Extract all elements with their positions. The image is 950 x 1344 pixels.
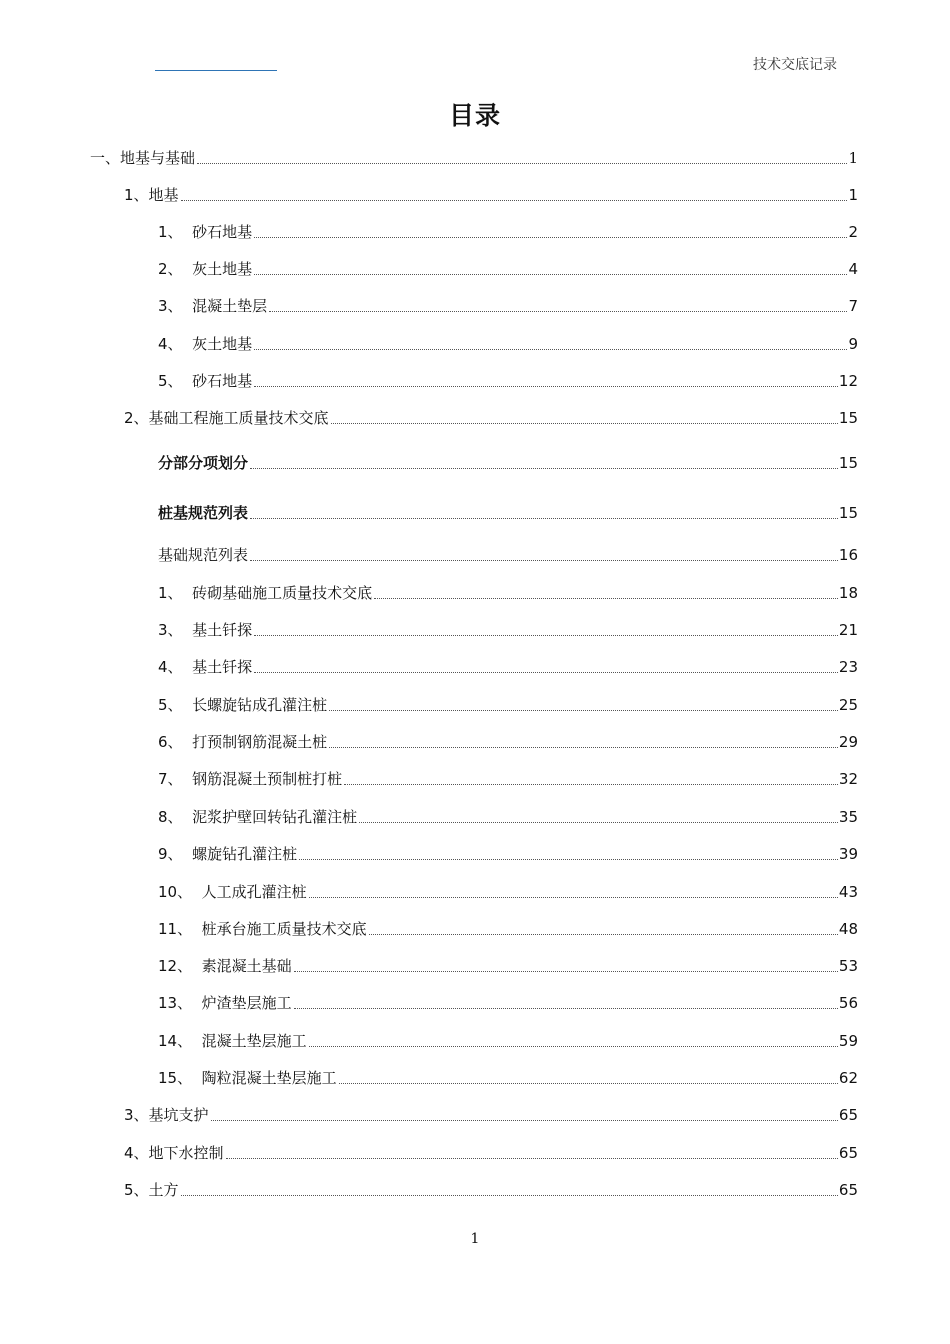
toc-entry-label: 5、 砂石地基 bbox=[158, 372, 253, 390]
toc-entry[interactable] bbox=[158, 220, 858, 242]
toc-entry-label: 1、 砂石地基 bbox=[158, 223, 253, 241]
toc-entry-page: 65 bbox=[838, 1181, 858, 1199]
toc-leader-dots bbox=[250, 560, 838, 561]
toc-entry-label: 7、 钢筋混凝土预制桩打桩 bbox=[158, 770, 343, 788]
toc-leader-dots bbox=[331, 423, 838, 424]
toc-entry-page: 18 bbox=[838, 584, 858, 602]
toc-entry[interactable] bbox=[158, 655, 858, 677]
toc-entry[interactable] bbox=[158, 1066, 858, 1088]
toc-entry-page: 21 bbox=[838, 621, 858, 639]
toc-entry[interactable] bbox=[124, 1178, 858, 1200]
toc-entry-label: 12、 素混凝土基础 bbox=[158, 957, 292, 975]
toc-leader-dots bbox=[254, 274, 847, 275]
toc-leader-dots bbox=[344, 784, 838, 785]
toc-entry-label: 分部分项划分 bbox=[158, 454, 249, 472]
toc-entry-page: 9 bbox=[848, 335, 858, 353]
toc-entry-page: 15 bbox=[838, 409, 858, 427]
toc-leader-dots bbox=[369, 934, 838, 935]
page-title: 目录 bbox=[448, 101, 501, 130]
toc-entry-label: 4、 基土钎探 bbox=[158, 658, 253, 676]
toc-entry-page: 29 bbox=[838, 733, 858, 751]
toc-entry-page: 7 bbox=[848, 297, 858, 315]
toc-entry[interactable] bbox=[158, 767, 858, 789]
toc-entry-page: 48 bbox=[838, 920, 858, 938]
toc-leader-dots bbox=[181, 200, 848, 201]
toc-leader-dots bbox=[254, 386, 838, 387]
toc-entry-label: 10、 人工成孔灌注桩 bbox=[158, 883, 307, 901]
toc-entry-page: 1 bbox=[848, 149, 858, 167]
toc-entry-page: 39 bbox=[838, 845, 858, 863]
toc-leader-dots bbox=[211, 1120, 838, 1121]
toc-entry-page: 35 bbox=[838, 808, 858, 826]
toc-entry-page: 59 bbox=[838, 1032, 858, 1050]
toc-leader-dots bbox=[269, 311, 847, 312]
toc-entry-page: 62 bbox=[838, 1069, 858, 1087]
toc-entry-label: 4、地下水控制 bbox=[124, 1144, 224, 1162]
toc-leader-dots bbox=[309, 1046, 838, 1047]
toc-entry[interactable] bbox=[158, 805, 858, 827]
toc-entry-page: 32 bbox=[838, 770, 858, 788]
toc-leader-dots bbox=[339, 1083, 838, 1084]
toc-entry[interactable] bbox=[124, 1141, 858, 1163]
toc-entry-page: 15 bbox=[838, 504, 858, 522]
toc-entry-page: 56 bbox=[838, 994, 858, 1012]
toc-entry[interactable] bbox=[158, 369, 858, 391]
toc-entry-label: 2、基础工程施工质量技术交底 bbox=[124, 409, 329, 427]
toc-entry-label: 13、 炉渣垫层施工 bbox=[158, 994, 292, 1012]
toc-leader-dots bbox=[309, 897, 838, 898]
toc-entry-label: 11、 桩承台施工质量技术交底 bbox=[158, 920, 367, 938]
toc-entry-page: 2 bbox=[848, 223, 858, 241]
header-title: 技术交底记录 bbox=[753, 57, 837, 73]
toc-entry-page: 1 bbox=[848, 186, 858, 204]
header-rule bbox=[155, 70, 277, 71]
toc-entry[interactable] bbox=[158, 917, 858, 939]
toc-entry[interactable] bbox=[158, 954, 858, 976]
page-number: 1 bbox=[470, 1231, 480, 1247]
toc-entry-label: 一、地基与基础 bbox=[90, 149, 196, 167]
toc-leader-dots bbox=[294, 1008, 838, 1009]
toc-entry-page: 15 bbox=[838, 454, 858, 472]
toc-leader-dots bbox=[374, 598, 838, 599]
toc-leader-dots bbox=[254, 237, 847, 238]
toc-leader-dots bbox=[250, 468, 838, 469]
toc-entry-page: 16 bbox=[838, 546, 858, 564]
toc-entry[interactable] bbox=[158, 991, 858, 1013]
toc-entry-page: 65 bbox=[838, 1106, 858, 1124]
toc-entry-label: 1、地基 bbox=[124, 186, 179, 204]
toc-entry-label: 3、基坑支护 bbox=[124, 1106, 209, 1124]
toc-entry-label: 2、 灰土地基 bbox=[158, 260, 253, 278]
toc-entry[interactable] bbox=[158, 294, 858, 316]
toc-entry[interactable] bbox=[158, 730, 858, 752]
toc-entry-page: 4 bbox=[848, 260, 858, 278]
toc-entry[interactable] bbox=[158, 581, 858, 603]
toc-entry-label: 5、土方 bbox=[124, 1181, 179, 1199]
toc-entry-page: 23 bbox=[838, 658, 858, 676]
toc-entry-page: 12 bbox=[838, 372, 858, 390]
toc-entry-page: 65 bbox=[838, 1144, 858, 1162]
toc-entry-page: 25 bbox=[838, 696, 858, 714]
toc-entry[interactable] bbox=[158, 451, 858, 473]
toc-entry-label: 1、 砖砌基础施工质量技术交底 bbox=[158, 584, 373, 602]
toc-entry-label: 15、 陶粒混凝土垫层施工 bbox=[158, 1069, 337, 1087]
toc-entry[interactable] bbox=[124, 183, 858, 205]
toc-leader-dots bbox=[226, 1158, 838, 1159]
toc-entry-label: 3、 基土钎探 bbox=[158, 621, 253, 639]
toc-entry[interactable] bbox=[158, 880, 858, 902]
toc-leader-dots bbox=[254, 349, 847, 350]
toc-leader-dots bbox=[250, 518, 838, 519]
toc-leader-dots bbox=[329, 747, 838, 748]
toc-entry[interactable] bbox=[158, 257, 858, 279]
toc-entry-label: 3、 混凝土垫层 bbox=[158, 297, 268, 315]
toc-entry[interactable] bbox=[158, 842, 858, 864]
toc-entry-label: 桩基规范列表 bbox=[158, 504, 249, 522]
toc-entry-label: 6、 打预制钢筋混凝土桩 bbox=[158, 733, 328, 751]
toc-entry-page: 43 bbox=[838, 883, 858, 901]
toc-leader-dots bbox=[329, 710, 838, 711]
toc-entry[interactable] bbox=[158, 501, 858, 523]
toc-entry[interactable] bbox=[124, 406, 858, 428]
toc-entry[interactable] bbox=[158, 543, 858, 565]
toc-entry-label: 14、 混凝土垫层施工 bbox=[158, 1032, 307, 1050]
toc-entry-label: 5、 长螺旋钻成孔灌注桩 bbox=[158, 696, 328, 714]
toc-leader-dots bbox=[181, 1195, 838, 1196]
toc-entry-label: 4、 灰土地基 bbox=[158, 335, 253, 353]
toc-entry[interactable] bbox=[158, 618, 858, 640]
toc-entry[interactable] bbox=[158, 1029, 858, 1051]
toc-leader-dots bbox=[254, 635, 838, 636]
toc-entry[interactable] bbox=[124, 1103, 858, 1125]
toc-entry-page: 53 bbox=[838, 957, 858, 975]
toc-entry[interactable] bbox=[90, 146, 858, 168]
toc-entry-label: 9、 螺旋钻孔灌注桩 bbox=[158, 845, 298, 863]
toc-leader-dots bbox=[359, 822, 838, 823]
toc-entry-label: 基础规范列表 bbox=[158, 546, 249, 564]
toc-leader-dots bbox=[299, 859, 838, 860]
toc-entry[interactable] bbox=[158, 332, 858, 354]
toc-leader-dots bbox=[254, 672, 838, 673]
toc-entry-label: 8、 泥浆护壁回转钻孔灌注桩 bbox=[158, 808, 358, 826]
toc-leader-dots bbox=[197, 163, 847, 164]
toc-entry[interactable] bbox=[158, 693, 858, 715]
toc-leader-dots bbox=[294, 971, 838, 972]
